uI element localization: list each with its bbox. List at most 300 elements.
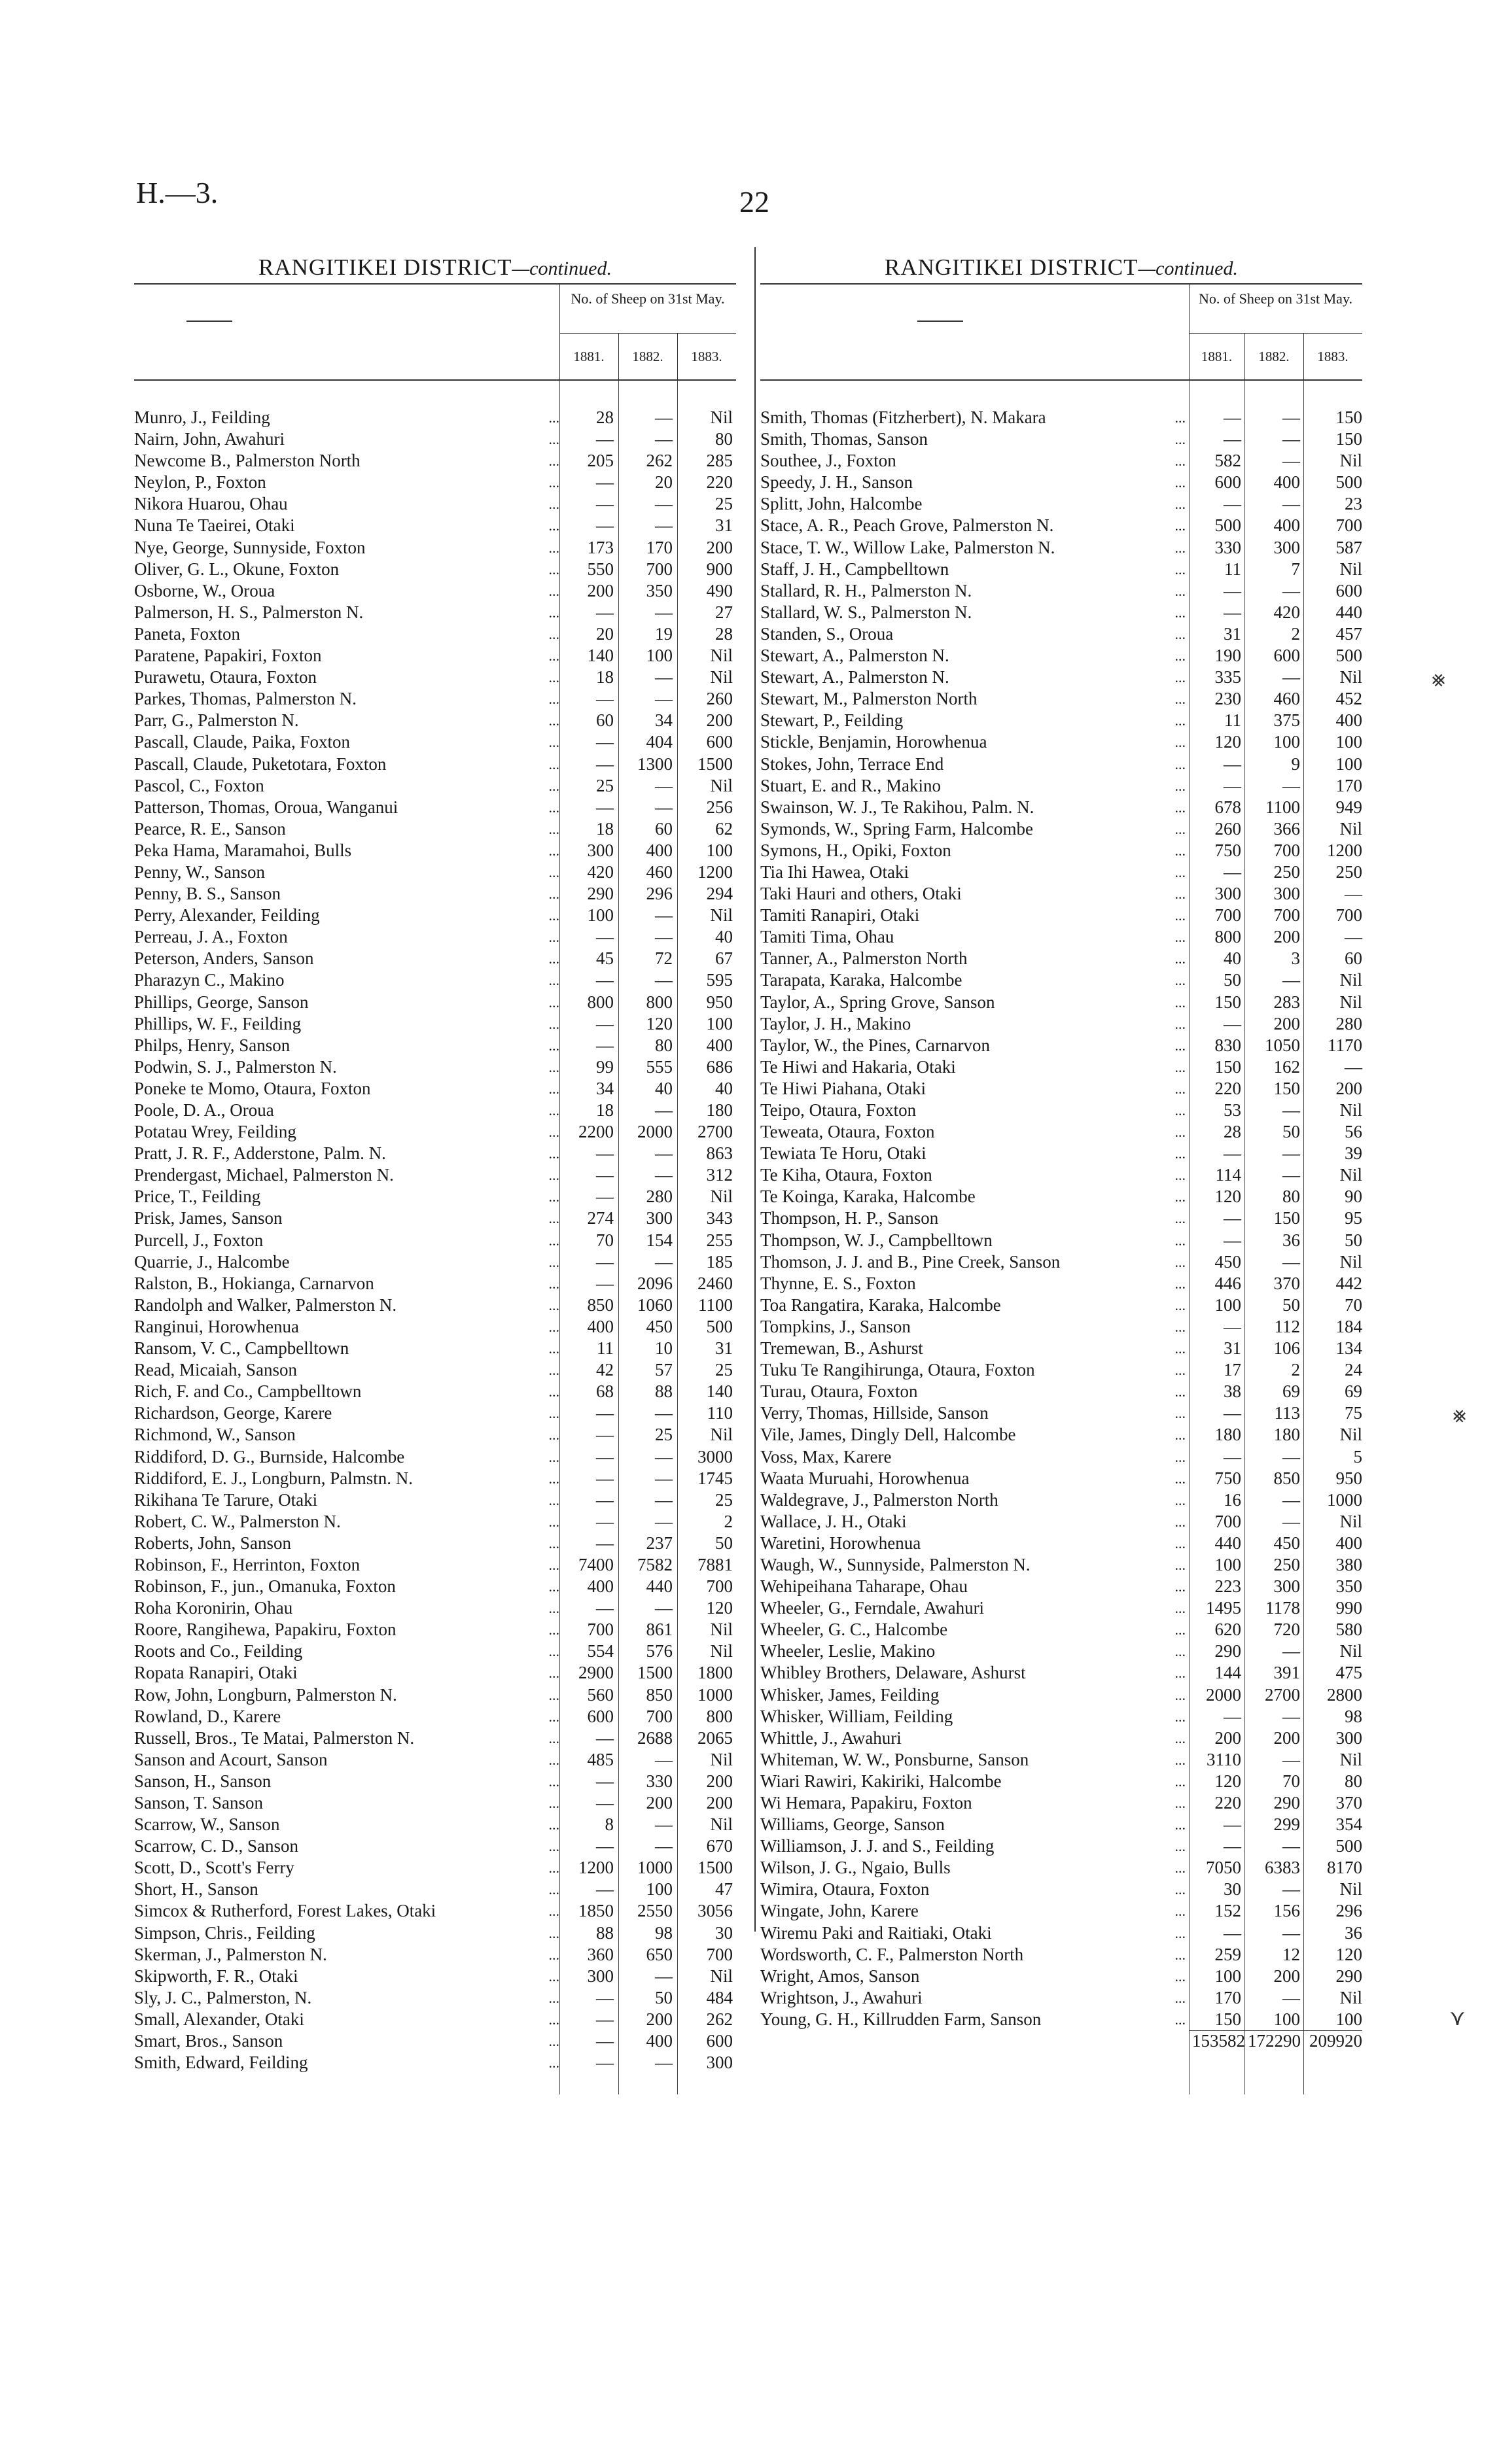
- sheep-1883: 370: [1335, 1793, 1362, 1813]
- leader-dots: ...: [548, 496, 559, 513]
- leader-dots: ...: [1174, 1080, 1186, 1097]
- sheep-1882: 700: [646, 1706, 673, 1726]
- owner-name: Scarrow, W., Sanson: [134, 1814, 280, 1835]
- owner-name: Swainson, W. J., Te Rakihou, Palm. N.: [760, 797, 1034, 817]
- table-row: [134, 1749, 736, 1771]
- leader-dots: ...: [548, 1383, 559, 1400]
- sheep-1883: 255: [706, 1230, 733, 1250]
- sheep-1881: —: [596, 1143, 614, 1164]
- leader-dots: ...: [1174, 820, 1186, 837]
- sheep-1881: —: [596, 754, 614, 774]
- table-row: [760, 992, 1362, 1013]
- leader-dots: ...: [1174, 582, 1186, 599]
- leader-dots: ...: [1174, 474, 1186, 491]
- table-row: [760, 1640, 1362, 1662]
- table-row: [760, 2009, 1362, 2030]
- owner-name: Simpson, Chris., Feilding: [134, 1922, 315, 1943]
- table-row: [134, 948, 736, 969]
- owner-name: Waugh, W., Sunnyside, Palmerston N.: [760, 1554, 1031, 1574]
- owner-name: Wi Hemara, Papakiru, Foxton: [760, 1793, 972, 1813]
- leader-dots: ...: [548, 1989, 559, 2006]
- sheep-1882: —: [655, 797, 673, 817]
- sheep-1883: 580: [1335, 1620, 1362, 1640]
- leader-dots: ...: [1174, 1383, 1186, 1400]
- table-row: [760, 407, 1362, 428]
- leader-dots: ...: [548, 1773, 559, 1790]
- leader-dots: ...: [1174, 1903, 1186, 1920]
- sheep-1883: 27: [715, 602, 733, 622]
- sheep-1881: 450: [1214, 1251, 1241, 1272]
- table-row: [760, 1684, 1362, 1706]
- sheep-1882: —: [655, 1468, 673, 1488]
- table-row: [760, 1013, 1362, 1035]
- sheep-1882: 70: [1282, 1771, 1300, 1791]
- sheep-1881: 274: [587, 1208, 614, 1228]
- sheep-1881: 223: [1214, 1576, 1241, 1597]
- sheep-1883: 200: [706, 1793, 733, 1813]
- district-title-continued: —continued.: [512, 258, 612, 279]
- table-row: [760, 1121, 1362, 1143]
- leader-dots: ...: [548, 1448, 559, 1465]
- sheep-1883: Nil: [710, 1641, 733, 1661]
- sheep-1881: —: [596, 515, 614, 536]
- leader-dots: ...: [548, 1665, 559, 1682]
- owner-name: Stace, T. W., Willow Lake, Palmerston N.: [760, 537, 1055, 557]
- sheep-1883: 100: [1335, 2009, 1362, 2029]
- sheep-1883: 500: [1335, 472, 1362, 493]
- table-row: [134, 861, 736, 883]
- sheep-1881: 360: [587, 1944, 614, 1964]
- sheep-1882: —: [1282, 1446, 1300, 1466]
- table-row: [760, 428, 1362, 450]
- owner-name: Richardson, George, Karere: [134, 1403, 332, 1423]
- owner-name: Wehipeihana Taharape, Ohau: [760, 1576, 968, 1597]
- sheep-1882: 10: [655, 1338, 673, 1359]
- owner-name: Riddiford, E. J., Longburn, Palmstn. N.: [134, 1468, 413, 1488]
- owner-name: Podwin, S. J., Palmerston N.: [134, 1056, 337, 1077]
- sheep-1883: 98: [1345, 1706, 1362, 1726]
- leader-dots: ...: [1174, 929, 1186, 946]
- table-row: [134, 1100, 736, 1121]
- sheep-1883: 23: [1345, 494, 1362, 514]
- table-row: [760, 623, 1362, 645]
- table-row: [134, 515, 736, 536]
- sheep-1882: —: [655, 1100, 673, 1120]
- sheep-1881: 11: [1224, 710, 1241, 731]
- leader-dots: ...: [1174, 972, 1186, 989]
- sheep-1883: 39: [1345, 1143, 1362, 1164]
- sheep-1881: 400: [587, 1576, 614, 1597]
- leader-dots: ...: [1174, 755, 1186, 772]
- table-row: [134, 1554, 736, 1576]
- table-row: [134, 407, 736, 428]
- sheep-count-header: No. of Sheep on 31st May.: [1189, 285, 1362, 334]
- table-row: [134, 797, 736, 818]
- table-row: [760, 1359, 1362, 1381]
- owner-name: Wheeler, G., Ferndale, Awahuri: [760, 1598, 985, 1618]
- sheep-1883: 31: [715, 1338, 733, 1359]
- sheep-1882: 69: [1282, 1381, 1300, 1402]
- totals-row: [760, 2030, 1362, 2052]
- sheep-1882: 2: [1291, 623, 1300, 644]
- sheep-1881: 600: [587, 1706, 614, 1726]
- sheep-1882: 200: [1273, 1727, 1300, 1748]
- owner-name: Skerman, J., Palmerston N.: [134, 1944, 327, 1964]
- leader-dots: ...: [548, 1318, 559, 1335]
- sheep-1883: Nil: [1339, 1165, 1362, 1185]
- table-row: [760, 948, 1362, 969]
- owner-name: Te Hiwi Piahana, Otaki: [760, 1078, 926, 1098]
- sheep-1881: —: [1224, 580, 1241, 600]
- table-row: [134, 1533, 736, 1554]
- sheep-1882: 300: [1273, 537, 1300, 557]
- sheep-1882: 6383: [1265, 1858, 1300, 1878]
- table-row: [134, 537, 736, 559]
- table-row: [760, 1338, 1362, 1359]
- sheep-1881: —: [596, 1468, 614, 1488]
- sheep-1881: 440: [1214, 1533, 1241, 1553]
- leader-dots: ...: [1174, 1253, 1186, 1270]
- sheep-1882: —: [655, 970, 673, 990]
- sheep-1881: 150: [1214, 2009, 1241, 2029]
- owner-name: Taylor, J. H., Makino: [760, 1013, 911, 1033]
- sheep-1883: 134: [1335, 1338, 1362, 1359]
- table-row: [760, 645, 1362, 667]
- table-row: [134, 1338, 736, 1359]
- leader-dots: ...: [1174, 648, 1186, 665]
- owner-name: Scarrow, C. D., Sanson: [134, 1836, 298, 1856]
- owner-name: Phillips, George, Sanson: [134, 992, 309, 1012]
- owner-name: Nye, George, Sunnyside, Foxton: [134, 537, 366, 557]
- sheep-1883: 184: [1335, 1316, 1362, 1336]
- sheep-1882: 150: [1273, 1078, 1300, 1098]
- leader-dots: ...: [548, 950, 559, 967]
- sheep-1881: 99: [596, 1056, 614, 1077]
- owner-name: Richmond, W., Sanson: [134, 1425, 296, 1445]
- owner-name: Poneke te Momo, Otaura, Foxton: [134, 1078, 371, 1098]
- sheep-1883: Nil: [1339, 559, 1362, 579]
- sheep-1883: 950: [1335, 1468, 1362, 1488]
- sheep-1883: Nil: [1339, 1641, 1362, 1661]
- owner-name: Wimira, Otaura, Foxton: [760, 1879, 930, 1900]
- sheep-1882: —: [1282, 1641, 1300, 1661]
- sheep-1882: 400: [646, 2031, 673, 2051]
- leader-dots: ...: [548, 1296, 559, 1313]
- sheep-1883: 500: [1335, 1836, 1362, 1856]
- sheep-1881: —: [596, 1035, 614, 1055]
- leader-dots: ...: [548, 1556, 559, 1573]
- page-number: 22: [739, 185, 769, 218]
- sheep-1881: —: [1224, 1316, 1241, 1336]
- sheep-1882: 25: [655, 1425, 673, 1445]
- leader-dots: ...: [1174, 431, 1186, 448]
- table-row: [760, 1771, 1362, 1792]
- owner-name: Pearce, R. E., Sanson: [134, 818, 286, 839]
- owner-name: Verry, Thomas, Hillside, Sanson: [760, 1403, 989, 1423]
- owner-name: Ropata Ranapiri, Otaki: [134, 1663, 298, 1683]
- sheep-1881: —: [1224, 754, 1241, 774]
- leader-dots: ...: [548, 777, 559, 794]
- owner-name: Robinson, F., Herrinton, Foxton: [134, 1554, 361, 1574]
- sheep-1883: Nil: [1339, 1879, 1362, 1900]
- sheep-1883: 67: [715, 948, 733, 969]
- leader-dots: ...: [548, 972, 559, 989]
- sheep-1883: 285: [706, 451, 733, 471]
- sheep-1882: —: [655, 1966, 673, 1986]
- table-row: [760, 754, 1362, 775]
- owner-name: Simcox & Rutherford, Forest Lakes, Otaki: [134, 1901, 436, 1921]
- sheep-1881: —: [596, 2053, 614, 2073]
- sheep-1882: 700: [1273, 840, 1300, 860]
- sheep-1882: 50: [1282, 1122, 1300, 1142]
- table-row: [134, 1727, 736, 1749]
- sheep-1883: Nil: [1339, 1100, 1362, 1120]
- table-row: [134, 645, 736, 667]
- table-row: [134, 1835, 736, 1857]
- sheep-1882: 200: [1273, 1013, 1300, 1033]
- leader-dots: ...: [1174, 1318, 1186, 1335]
- sheep-1882: 9: [1291, 754, 1300, 774]
- table-row: [760, 1381, 1362, 1402]
- sheep-1882: 1500: [637, 1663, 673, 1683]
- sheep-1882: 330: [646, 1771, 673, 1791]
- sheep-1881: 850: [587, 1294, 614, 1315]
- sheep-1881: —: [596, 732, 614, 752]
- sheep-1883: 24: [1345, 1360, 1362, 1380]
- table-row: [134, 1857, 736, 1879]
- sheep-1881: 700: [1214, 1511, 1241, 1531]
- leader-dots: ...: [548, 1924, 559, 1941]
- leader-dots: ...: [1174, 1340, 1186, 1357]
- sheep-1883: Nil: [710, 905, 733, 926]
- owner-name: Symons, H., Opiki, Foxton: [760, 840, 951, 860]
- sheep-1881: 800: [1214, 927, 1241, 947]
- owner-name: Paneta, Foxton: [134, 623, 240, 644]
- owner-name: Symonds, W., Spring Farm, Halcombe: [760, 818, 1033, 839]
- owner-name: Prisk, James, Sanson: [134, 1208, 283, 1228]
- leader-dots: ...: [548, 1275, 559, 1292]
- sheep-1882: 720: [1273, 1620, 1300, 1640]
- sheep-1883: Nil: [710, 1966, 733, 1986]
- sheep-1882: —: [655, 927, 673, 947]
- table-row: [760, 1273, 1362, 1294]
- table-row: [760, 1727, 1362, 1749]
- sheep-1883: 200: [706, 710, 733, 731]
- sheep-1881: —: [1224, 1208, 1241, 1228]
- owner-name: Thynne, E. S., Foxton: [760, 1273, 916, 1293]
- leader-dots: ...: [1174, 907, 1186, 924]
- table-row: [134, 1662, 736, 1684]
- leader-dots: ...: [1174, 1708, 1186, 1725]
- sheep-1881: 150: [1214, 1056, 1241, 1077]
- sheep-1881: 1495: [1206, 1598, 1241, 1618]
- table-row: [760, 883, 1362, 905]
- sheep-1882: 34: [655, 710, 673, 731]
- sheep-1882: 296: [646, 884, 673, 904]
- owner-name: Smart, Bros., Sanson: [134, 2031, 283, 2051]
- table-row: [760, 1792, 1362, 1814]
- leader-dots: ...: [548, 1080, 559, 1097]
- sheep-1883: 250: [1335, 861, 1362, 882]
- table-row: [134, 1879, 736, 1900]
- table-row: [760, 602, 1362, 623]
- year-1882-header: 1882.: [632, 349, 663, 364]
- sheep-1882: —: [1282, 429, 1300, 449]
- table-row: [134, 1706, 736, 1727]
- sheep-1881: 100: [587, 905, 614, 926]
- table-row: [134, 1013, 736, 1035]
- sheep-1881: 260: [1214, 818, 1241, 839]
- owner-name: Pascol, C., Foxton: [134, 775, 264, 795]
- sheep-1881: 330: [1214, 537, 1241, 557]
- sheep-1882: —: [655, 905, 673, 926]
- leader-dots: ...: [1174, 1535, 1186, 1552]
- owner-name: Wheeler, G. C., Halcombe: [760, 1620, 948, 1640]
- table-row: [760, 840, 1362, 861]
- leader-dots: ...: [1174, 1275, 1186, 1292]
- owner-name: Standen, S., Oroua: [760, 623, 894, 644]
- owner-name: Stokes, John, Terrace End: [760, 754, 944, 774]
- sheep-1881: —: [1224, 494, 1241, 514]
- sheep-1882: 170: [646, 537, 673, 557]
- sheep-1882: 555: [646, 1056, 673, 1077]
- sheep-1883: 100: [706, 840, 733, 860]
- sheep-1882: 200: [646, 2009, 673, 2029]
- sheep-1883: 1500: [697, 754, 733, 774]
- sheep-1883: 170: [1335, 775, 1362, 795]
- owner-name: Teipo, Otaura, Foxton: [760, 1100, 917, 1120]
- sheep-1881: —: [1224, 429, 1241, 449]
- sheep-1882: 370: [1273, 1273, 1300, 1293]
- sheep-1883: 2065: [697, 1727, 733, 1748]
- table-row: [134, 969, 736, 991]
- leader-dots: ...: [1174, 712, 1186, 729]
- sheep-1883: 500: [1335, 646, 1362, 666]
- leader-dots: ...: [548, 625, 559, 642]
- leader-dots: ...: [1174, 1946, 1186, 1963]
- leader-dots: ...: [548, 820, 559, 837]
- sheep-1882: 404: [646, 732, 673, 752]
- leader-dots: ...: [548, 1903, 559, 1920]
- table-row: [760, 472, 1362, 493]
- owner-name: Pratt, J. R. F., Adderstone, Palm. N.: [134, 1143, 386, 1164]
- district-title-continued: —continued.: [1138, 258, 1238, 279]
- sheep-1883: 40: [715, 927, 733, 947]
- sheep-1881: —: [1224, 1922, 1241, 1943]
- sheep-1881: 150: [1214, 992, 1241, 1012]
- owner-name: Wiremu Paki and Raitiaki, Otaki: [760, 1922, 992, 1943]
- sheep-1882: 112: [1274, 1316, 1300, 1336]
- sheep-1881: —: [1224, 1143, 1241, 1164]
- sheep-1881: —: [596, 1013, 614, 1033]
- table-row: [760, 926, 1362, 948]
- table-row: [134, 1900, 736, 1922]
- sheep-1881: 560: [587, 1684, 614, 1705]
- sheep-1882: 2688: [637, 1727, 673, 1748]
- sheep-1882: —: [1282, 1143, 1300, 1164]
- table-row: [760, 710, 1362, 731]
- sheep-1882: 7582: [637, 1554, 673, 1574]
- owner-name: Wordsworth, C. F., Palmerston North: [760, 1944, 1024, 1964]
- leader-dots: ...: [1174, 1470, 1186, 1487]
- sheep-1883: 280: [1335, 1013, 1362, 1033]
- sheep-1882: —: [655, 1251, 673, 1272]
- sheep-1881: 100: [1214, 1554, 1241, 1574]
- owner-name: Staff, J. H., Campbelltown: [760, 559, 949, 579]
- owner-name: Tewiata Te Horu, Otaki: [760, 1143, 926, 1164]
- table-row: [134, 1294, 736, 1316]
- sheep-1882: 50: [655, 1987, 673, 2007]
- sheep-1882: 100: [1273, 2009, 1300, 2029]
- table-row: [760, 905, 1362, 926]
- table-row: [134, 493, 736, 515]
- leader-dots: ...: [548, 453, 559, 470]
- sheep-1881: 420: [587, 861, 614, 882]
- leader-dots: ...: [548, 474, 559, 491]
- table-row: [760, 1424, 1362, 1446]
- leader-dots: ...: [1174, 1773, 1186, 1790]
- sheep-1883: 120: [1335, 1944, 1362, 1964]
- sheep-1881: 485: [587, 1749, 614, 1769]
- sheep-1881: 68: [596, 1381, 614, 1402]
- sheep-1883: 200: [706, 537, 733, 557]
- leader-dots: ...: [1174, 950, 1186, 967]
- leader-dots: ...: [548, 863, 559, 880]
- sheep-1881: —: [1224, 1706, 1241, 1726]
- owner-name: Small, Alexander, Otaki: [134, 2009, 304, 2029]
- leader-dots: ...: [1174, 863, 1186, 880]
- sheep-1883: 262: [706, 2009, 733, 2029]
- owner-name: Vile, James, Dingly Dell, Halcombe: [760, 1425, 1016, 1445]
- owner-name: Wiari Rawiri, Kakiriki, Halcombe: [760, 1771, 1002, 1791]
- sheep-1881: 7050: [1206, 1858, 1241, 1878]
- owner-name: Parkes, Thomas, Palmerston N.: [134, 689, 357, 709]
- margin-mark: ⨳: [1453, 1403, 1467, 1427]
- sheep-1882: —: [655, 408, 673, 427]
- sheep-1882: 7: [1291, 559, 1300, 579]
- owner-name: Penny, B. S., Sanson: [134, 884, 281, 904]
- sheep-1881: 173: [587, 537, 614, 557]
- sheep-1883: 600: [706, 732, 733, 752]
- sheep-1881: 290: [587, 884, 614, 904]
- sheep-1882: 250: [1273, 861, 1300, 882]
- sheep-1883: 990: [1335, 1598, 1362, 1618]
- sheep-1881: 17: [1224, 1360, 1241, 1380]
- sheep-1882: 20: [655, 472, 673, 493]
- sheep-1881: 170: [1214, 1987, 1241, 2007]
- sheep-1883: 56: [1345, 1122, 1362, 1142]
- owner-name: Robert, C. W., Palmerston N.: [134, 1511, 341, 1531]
- table-row: [760, 1186, 1362, 1207]
- owner-name: Rowland, D., Karere: [134, 1706, 281, 1726]
- table-row: [760, 1944, 1362, 1966]
- leader-dots: ...: [1174, 1189, 1186, 1206]
- sheep-1883: 300: [1335, 1727, 1362, 1748]
- leader-dots: ...: [548, 1340, 559, 1357]
- table-row: [760, 1489, 1362, 1511]
- sheep-1883: 452: [1335, 689, 1362, 709]
- sheep-1882: 50: [1282, 1294, 1300, 1315]
- sheep-1882: 450: [646, 1316, 673, 1336]
- sheep-1881: 220: [1214, 1793, 1241, 1813]
- table-row: [134, 428, 736, 450]
- table-row: [134, 775, 736, 797]
- sheep-1882: 600: [1273, 646, 1300, 666]
- header-dash: [186, 321, 232, 322]
- sheep-1881: 400: [587, 1316, 614, 1336]
- sheep-1881: 16: [1224, 1489, 1241, 1510]
- table-row: [760, 775, 1362, 797]
